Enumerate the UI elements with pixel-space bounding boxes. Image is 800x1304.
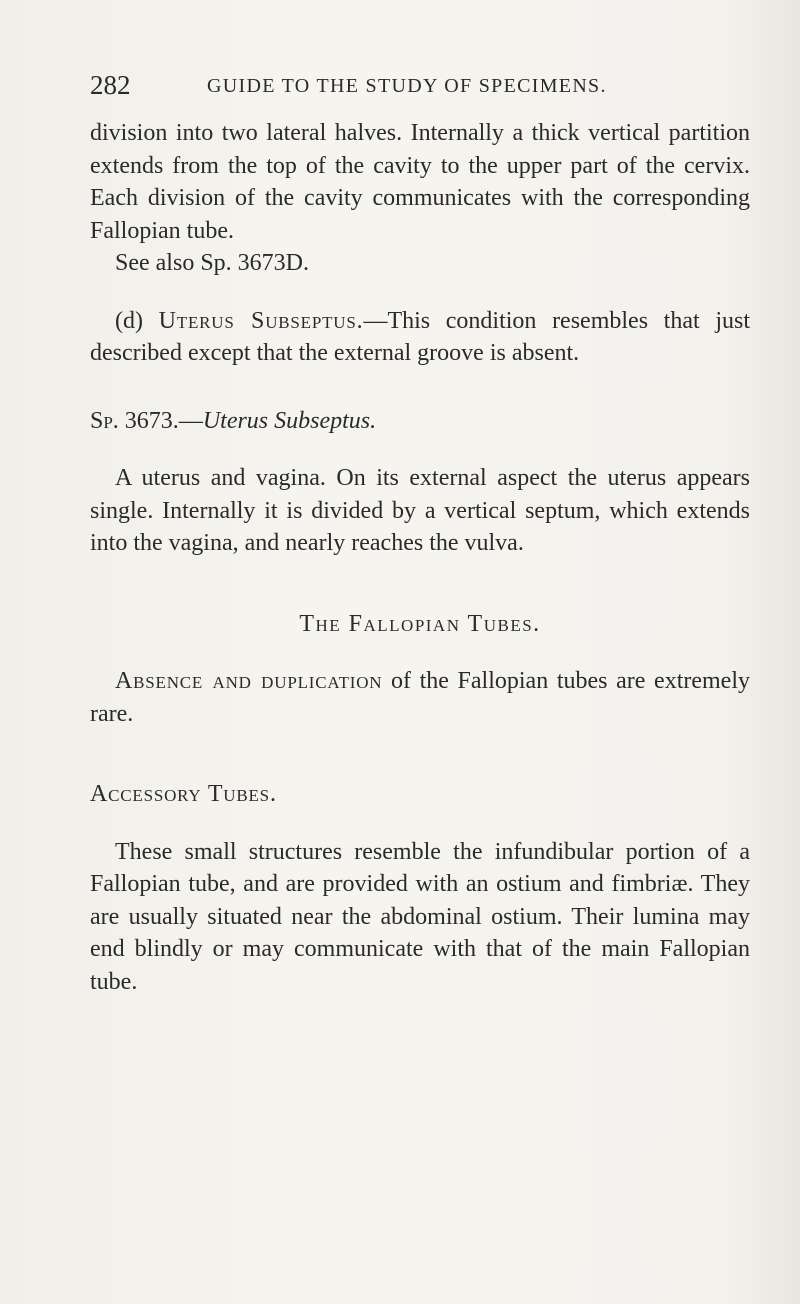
see-also-reference: See also Sp. 3673D. xyxy=(115,250,309,276)
specimen-title: Uterus Subseptus. xyxy=(202,407,377,434)
paragraph-continuation: division into two lateral halves. Internally a thick vertical partition extends from the top of the cavity to the upper part of the cervix. Each division of the cavity communicates with the corresponding Fallopian tube. xyxy=(90,120,750,244)
heading-accessory-tubes xyxy=(90,778,750,811)
section-title: Uterus Subseptus. xyxy=(158,307,364,334)
paragraph-absence-duplication xyxy=(90,665,750,730)
accessory-heading-text: Accessory Tubes. xyxy=(90,781,277,807)
section-label: (d) xyxy=(115,307,143,334)
absence-lead: Absence and duplication xyxy=(115,668,383,694)
page-header xyxy=(90,70,750,104)
page-number: 282 xyxy=(90,70,131,100)
paragraph-uterus-subseptus xyxy=(90,305,750,370)
page-body xyxy=(90,117,750,998)
paragraph-specimen-description: A uterus and vagina. On its external aspect the uterus appears single. Internally it is divided by a vertical septum, which extends into the vagina, and nearly reaches the vulva. xyxy=(90,465,750,556)
specimen-heading xyxy=(90,405,750,438)
running-head: GUIDE TO THE STUDY OF SPECIMENS. xyxy=(207,75,607,97)
specimen-dash: — xyxy=(178,407,203,434)
absence-text: of the Fallopian tubes are extremely rare. xyxy=(90,668,750,727)
section-text: —This condition resembles that just described except that the external groove is absent. xyxy=(90,307,750,366)
paragraph-accessory-description: These small structures resemble the infundibular portion of a Fallopian tube, and are provided with an ostium and fimbriæ. They are usually situated near the abdominal ostium. Their lumina may end blindly or may communicate with that of the main Fallopian tube. xyxy=(90,838,750,995)
heading-fallopian-tubes: The Fallopian Tubes. xyxy=(299,610,541,637)
specimen-number: Sp. 3673. xyxy=(90,407,179,434)
